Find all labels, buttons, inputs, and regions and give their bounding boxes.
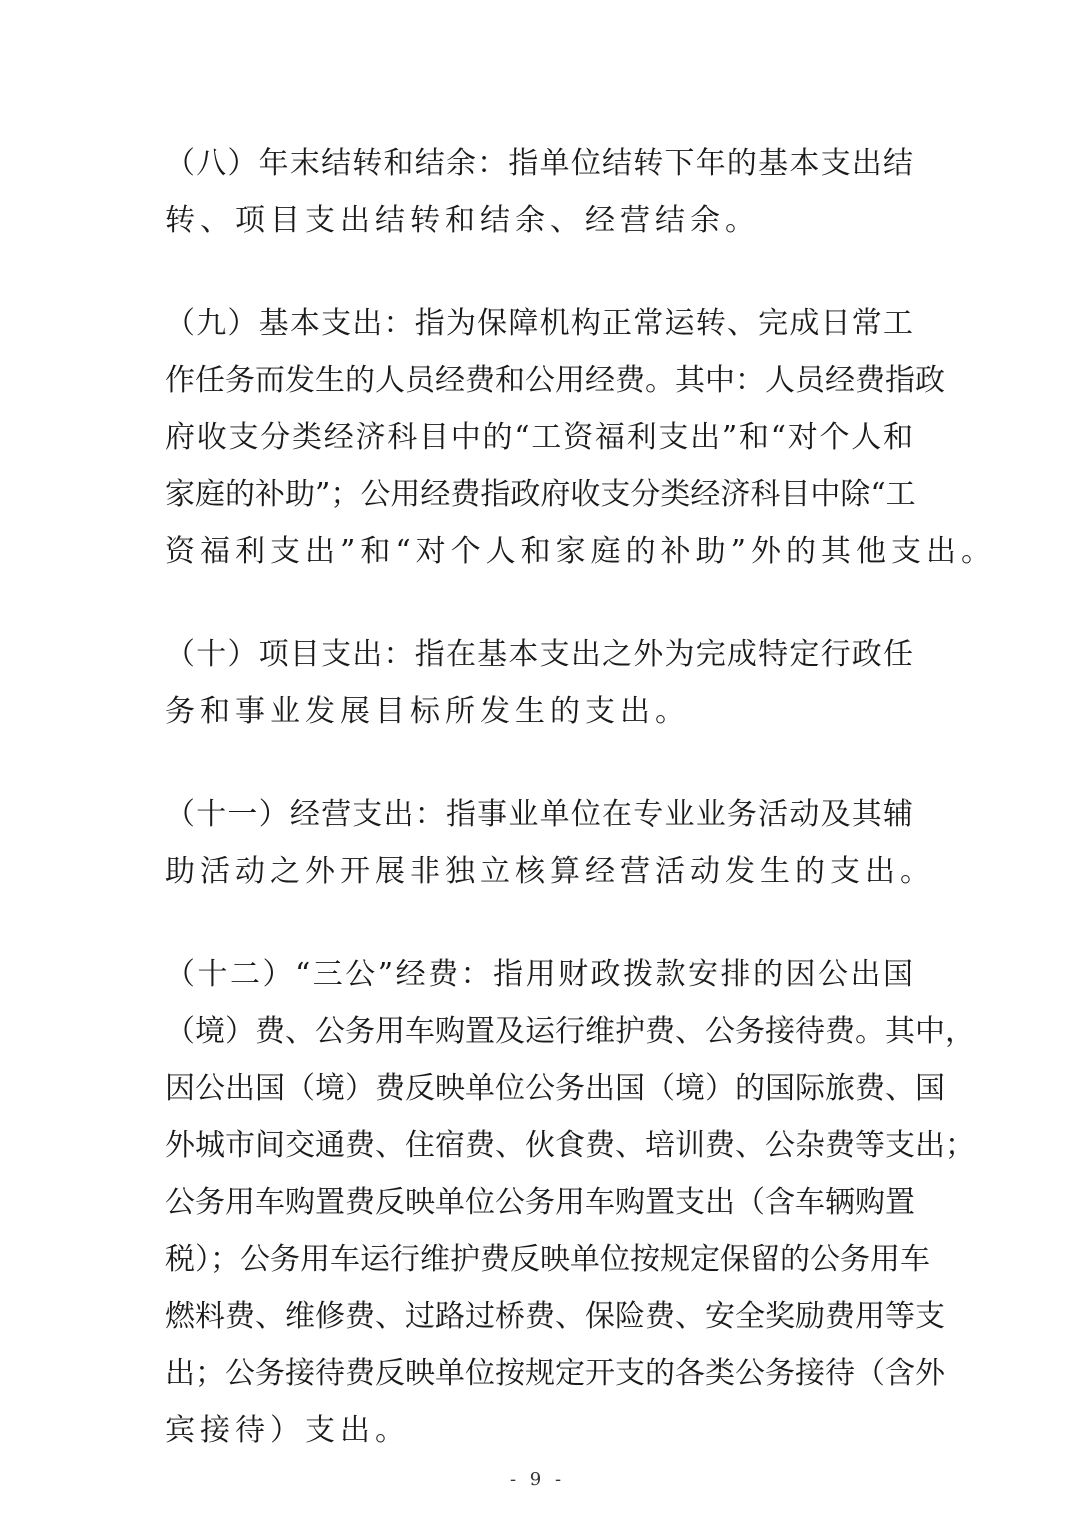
paragraph-12-line-4: 外城市间交通费、住宿费、伙食费、培训费、公杂费等支出； bbox=[165, 1128, 975, 1163]
paragraph-9-line-2: 作任务而发生的人员经费和公用经费。其中：人员经费指政 bbox=[165, 363, 945, 398]
paragraph-11-line-1: （十一）经营支出：指事业单位在专业业务活动及其辅 bbox=[165, 797, 913, 832]
page-number: - 9 - bbox=[509, 1469, 566, 1490]
paragraph-12-line-2: （境）费、公务用车购置及运行维护费、公务接待费。其中， bbox=[165, 1014, 975, 1049]
paragraph-12-line-3: 因公出国（境）费反映单位公务出国（境）的国际旅费、国 bbox=[165, 1071, 945, 1106]
paragraph-8-line-2: 转、项目支出结转和结余、经营结余。 bbox=[165, 203, 760, 238]
paragraph-12-line-9: 宾接待）支出。 bbox=[165, 1413, 410, 1448]
paragraph-9-line-1: （九）基本支出：指为保障机构正常运转、完成日常工 bbox=[165, 306, 913, 341]
paragraph-10-line-2: 务和事业发展目标所发生的支出。 bbox=[165, 694, 690, 729]
paragraph-9-line-5: 资福利支出”和“对个人和家庭的补助”外的其他支出。 bbox=[165, 534, 997, 569]
paragraph-9-line-3: 府收支分类经济科目中的“工资福利支出”和“对个人和 bbox=[165, 420, 913, 455]
paragraph-12-line-5: 公务用车购置费反映单位公务用车购置支出（含车辆购置 bbox=[165, 1185, 915, 1220]
paragraph-12-line-1: （十二）“三公”经费：指用财政拨款安排的因公出国 bbox=[165, 957, 913, 992]
paragraph-12-line-8: 出；公务接待费反映单位按规定开支的各类公务接待（含外 bbox=[165, 1356, 945, 1391]
paragraph-12-line-6: 税）；公务用车运行维护费反映单位按规定保留的公务用车 bbox=[165, 1242, 930, 1277]
paragraph-12-line-7: 燃料费、维修费、过路过桥费、保险费、安全奖励费用等支 bbox=[165, 1299, 945, 1334]
paragraph-9-line-4: 家庭的补助”；公用经费指政府收支分类经济科目中除“工 bbox=[165, 477, 916, 512]
paragraph-11-line-2: 助活动之外开展非独立核算经营活动发生的支出。 bbox=[165, 854, 935, 889]
paragraph-10-line-1: （十）项目支出：指在基本支出之外为完成特定行政任 bbox=[165, 637, 913, 672]
paragraph-8-line-1: （八）年末结转和结余：指单位结转下年的基本支出结 bbox=[165, 146, 913, 181]
